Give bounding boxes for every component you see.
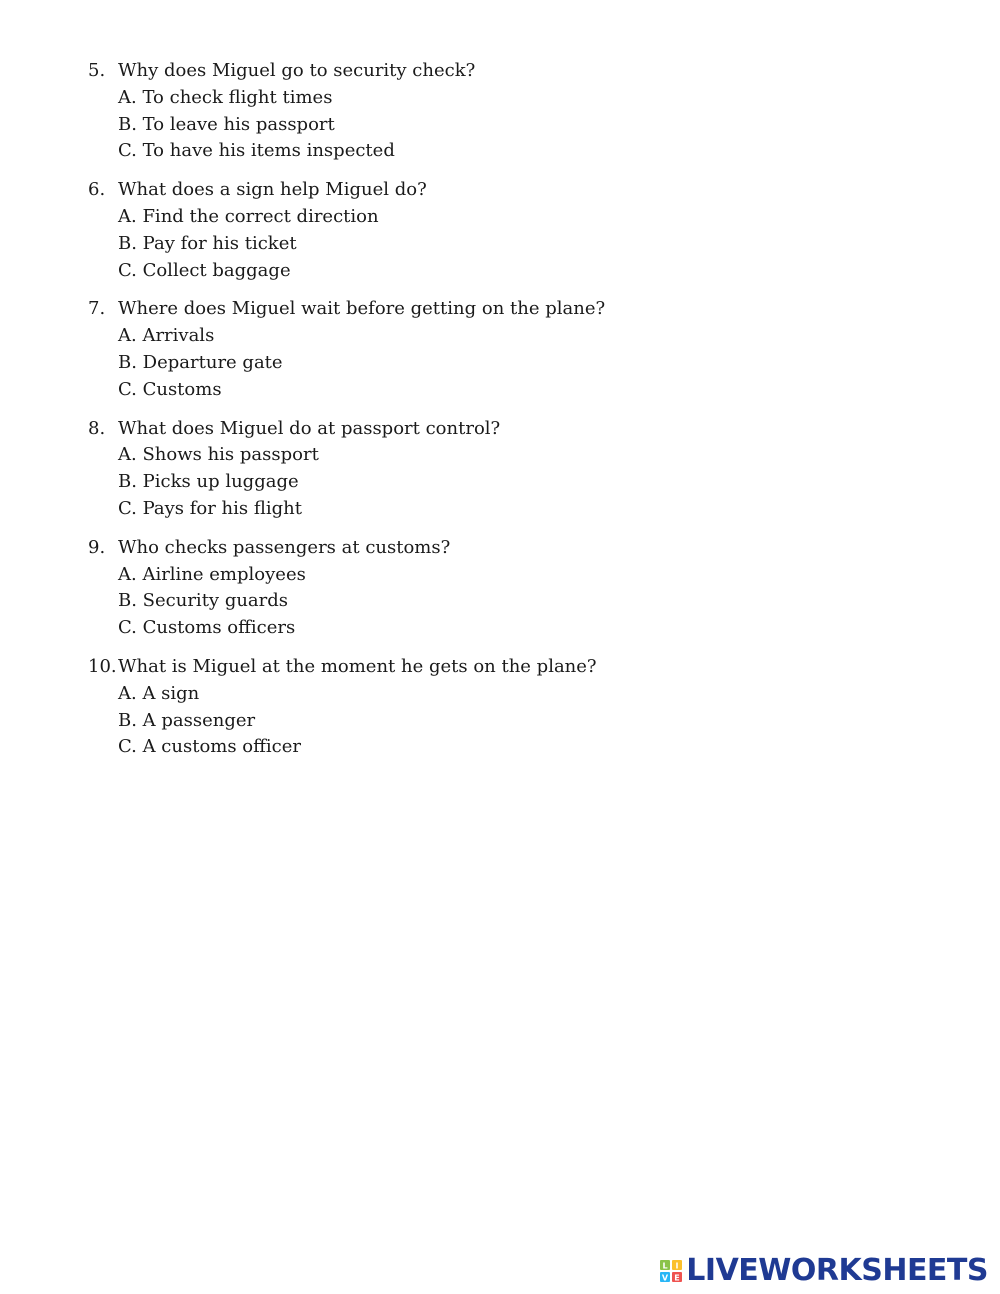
question-6 [88,177,948,284]
question-list [88,58,948,773]
answer-options [118,681,948,761]
option-c: C. Pays for his flight [118,497,302,519]
question-number: 5. [88,60,106,81]
question-text: Where does Miguel wait before getting on the plane? [118,298,606,320]
question-text: What does a sign help Miguel do? [118,179,427,201]
option-a: A. Find the correct direction [118,205,379,227]
question-7 [88,296,948,403]
option-b: B. To leave his passport [118,113,335,135]
liveworksheets-brand [659,1253,988,1288]
question-5 [88,58,948,165]
option-b: B. Picks up luggage [118,471,299,493]
question-8 [88,416,948,523]
option-c: C. A customs officer [118,736,302,758]
question-text: Why does Miguel go to security check? [118,60,476,81]
option-b: B. Security guards [118,590,289,612]
answer-options [118,323,948,403]
option-b: B. A passenger [118,709,256,731]
svg-text:I: I [675,1261,679,1271]
option-a: A. A sign [118,682,200,704]
svg-text:L: L [662,1261,668,1271]
question-number: 10. [88,655,117,677]
answer-options [118,562,948,642]
answer-options [118,442,948,522]
brand-wordmark: LIVEWORKSHEETS [686,1253,988,1288]
answer-options [118,204,948,284]
option-a: A. Airline employees [118,563,306,585]
svg-text:E: E [674,1273,681,1283]
question-10 [88,654,948,761]
answer-options [118,85,948,165]
svg-text:V: V [662,1273,669,1283]
question-number: 8. [88,417,106,439]
option-c: C. Customs officers [118,617,296,639]
option-c: C. Collect baggage [118,259,291,281]
question-number: 9. [88,536,106,558]
option-c: C. To have his items inspected [118,140,395,162]
option-b: B. Departure gate [118,351,283,373]
option-a: A. Arrivals [118,325,215,347]
question-9 [88,535,948,642]
option-b: B. Pay for his ticket [118,232,297,254]
option-a: A. Shows his passport [118,444,319,466]
liveworksheets-logo-icon [659,1259,683,1283]
question-text: Who checks passengers at customs? [118,536,451,558]
question-number: 6. [88,179,106,201]
question-number: 7. [88,298,106,320]
question-text: What is Miguel at the moment he gets on the plane? [118,655,597,677]
option-a: A. To check flight times [118,86,333,108]
option-c: C. Customs [118,378,222,400]
question-text: What does Miguel do at passport control? [118,417,501,439]
